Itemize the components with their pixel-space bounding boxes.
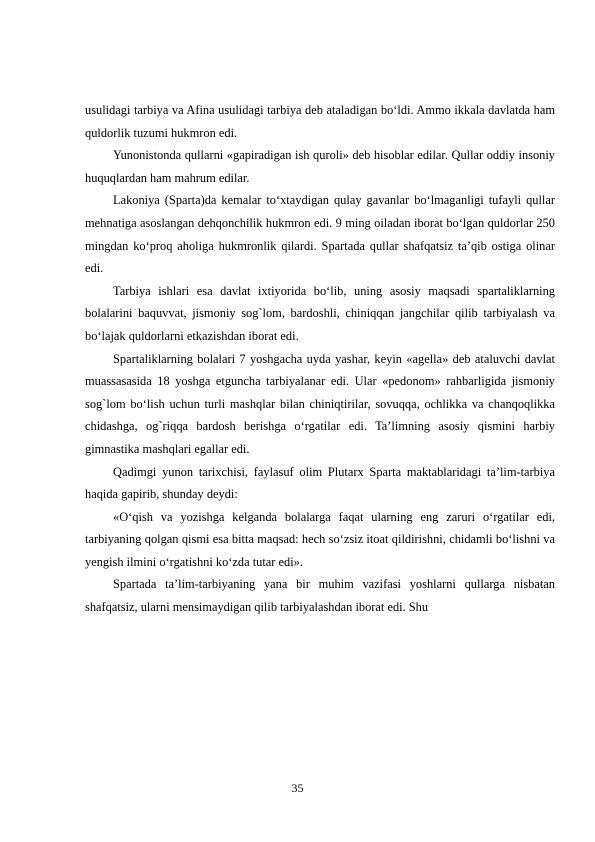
paragraph-8: Spartada ta’lim-tarbiyaning yana bir muhim vazifasi yoshlarni qullarga nisbatan shafqatsiz, ularni mensimaydigan qilib tarbiyalashdan iborat edi. Shu <box>85 577 555 615</box>
paragraph-1: usulidagi tarbiya va Afina usulidagi tarbiya deb ataladigan bo‘ldi. Ammo ikkala davlatda ham quldorlik tuzumi hukmron edi. <box>85 103 555 140</box>
paragraph-5: Spartaliklarning bolalari 7 yoshgacha uyda yashar, keyin «agella» deb ataluvchi davlat muassasasida 18 yoshga etguncha tarbiyalanar edi. Ular «pedonom» rahbarligida jismoniy sog`lom bo‘lish uchun turli mashqlar bilan chiniqtirilar, sovuqqa, ochlikka va chanqoqlikka chidashga, og`riqqa bardosh berishga o‘rgatilar edi. Ta’limning asosiy qismini harbiy gimnastika mashqlari egallar edi. <box>85 351 555 456</box>
paragraph-6: Qadimgi yunon tarixchisi, faylasuf olim Plutarx Sparta maktablaridagi ta’lim-tarbiya haqida gapirib, shunday deydi: <box>85 464 555 502</box>
paragraph-7: «O‘qish va yozishga kelganda bolalarga faqat ularning eng zaruri o‘rgatilar edi, tarbiyaning qolgan qismi esa bitta maqsad: hech so‘zsiz itoat qildirishni, chidamli bo‘lishni va yengish ilmini o‘rgatishni ko‘zda tutar edi». <box>85 509 555 569</box>
paragraph-2: Yunonistonda qullarni «gapiradigan ish quroli» deb hisoblar edilar. Qullar oddiy insoniy huquqlardan ham mahrum edilar. <box>85 148 555 185</box>
paragraph-4: Tarbiya ishlari esa davlat ixtiyorida bo‘lib, uning asosiy maqsadi spartaliklarning bolalarini baquvvat, jismoniy sog`lom, bardoshli, chiniqqan jangchilar qilib tarbiyalash va bo‘lajak quldorlarni etkazishdan iborat edi. <box>85 283 555 343</box>
paragraph-3: Lakoniya (Sparta)da kemalar to‘xtaydigan qulay gavanlar bo‘lmaganligi tufayli qullar mehnatiga asoslangan dehqonchilik hukmron edi. 9 ming oiladan iborat bo‘lgan quldorlar 250 mingdan ko‘proq aholiga hukmronlik qilardi. Spartada qullar shafqatsiz ta’qib ostiga olinar edi. <box>85 193 555 276</box>
page-body <box>85 99 555 619</box>
page-number: 35 <box>291 781 304 795</box>
